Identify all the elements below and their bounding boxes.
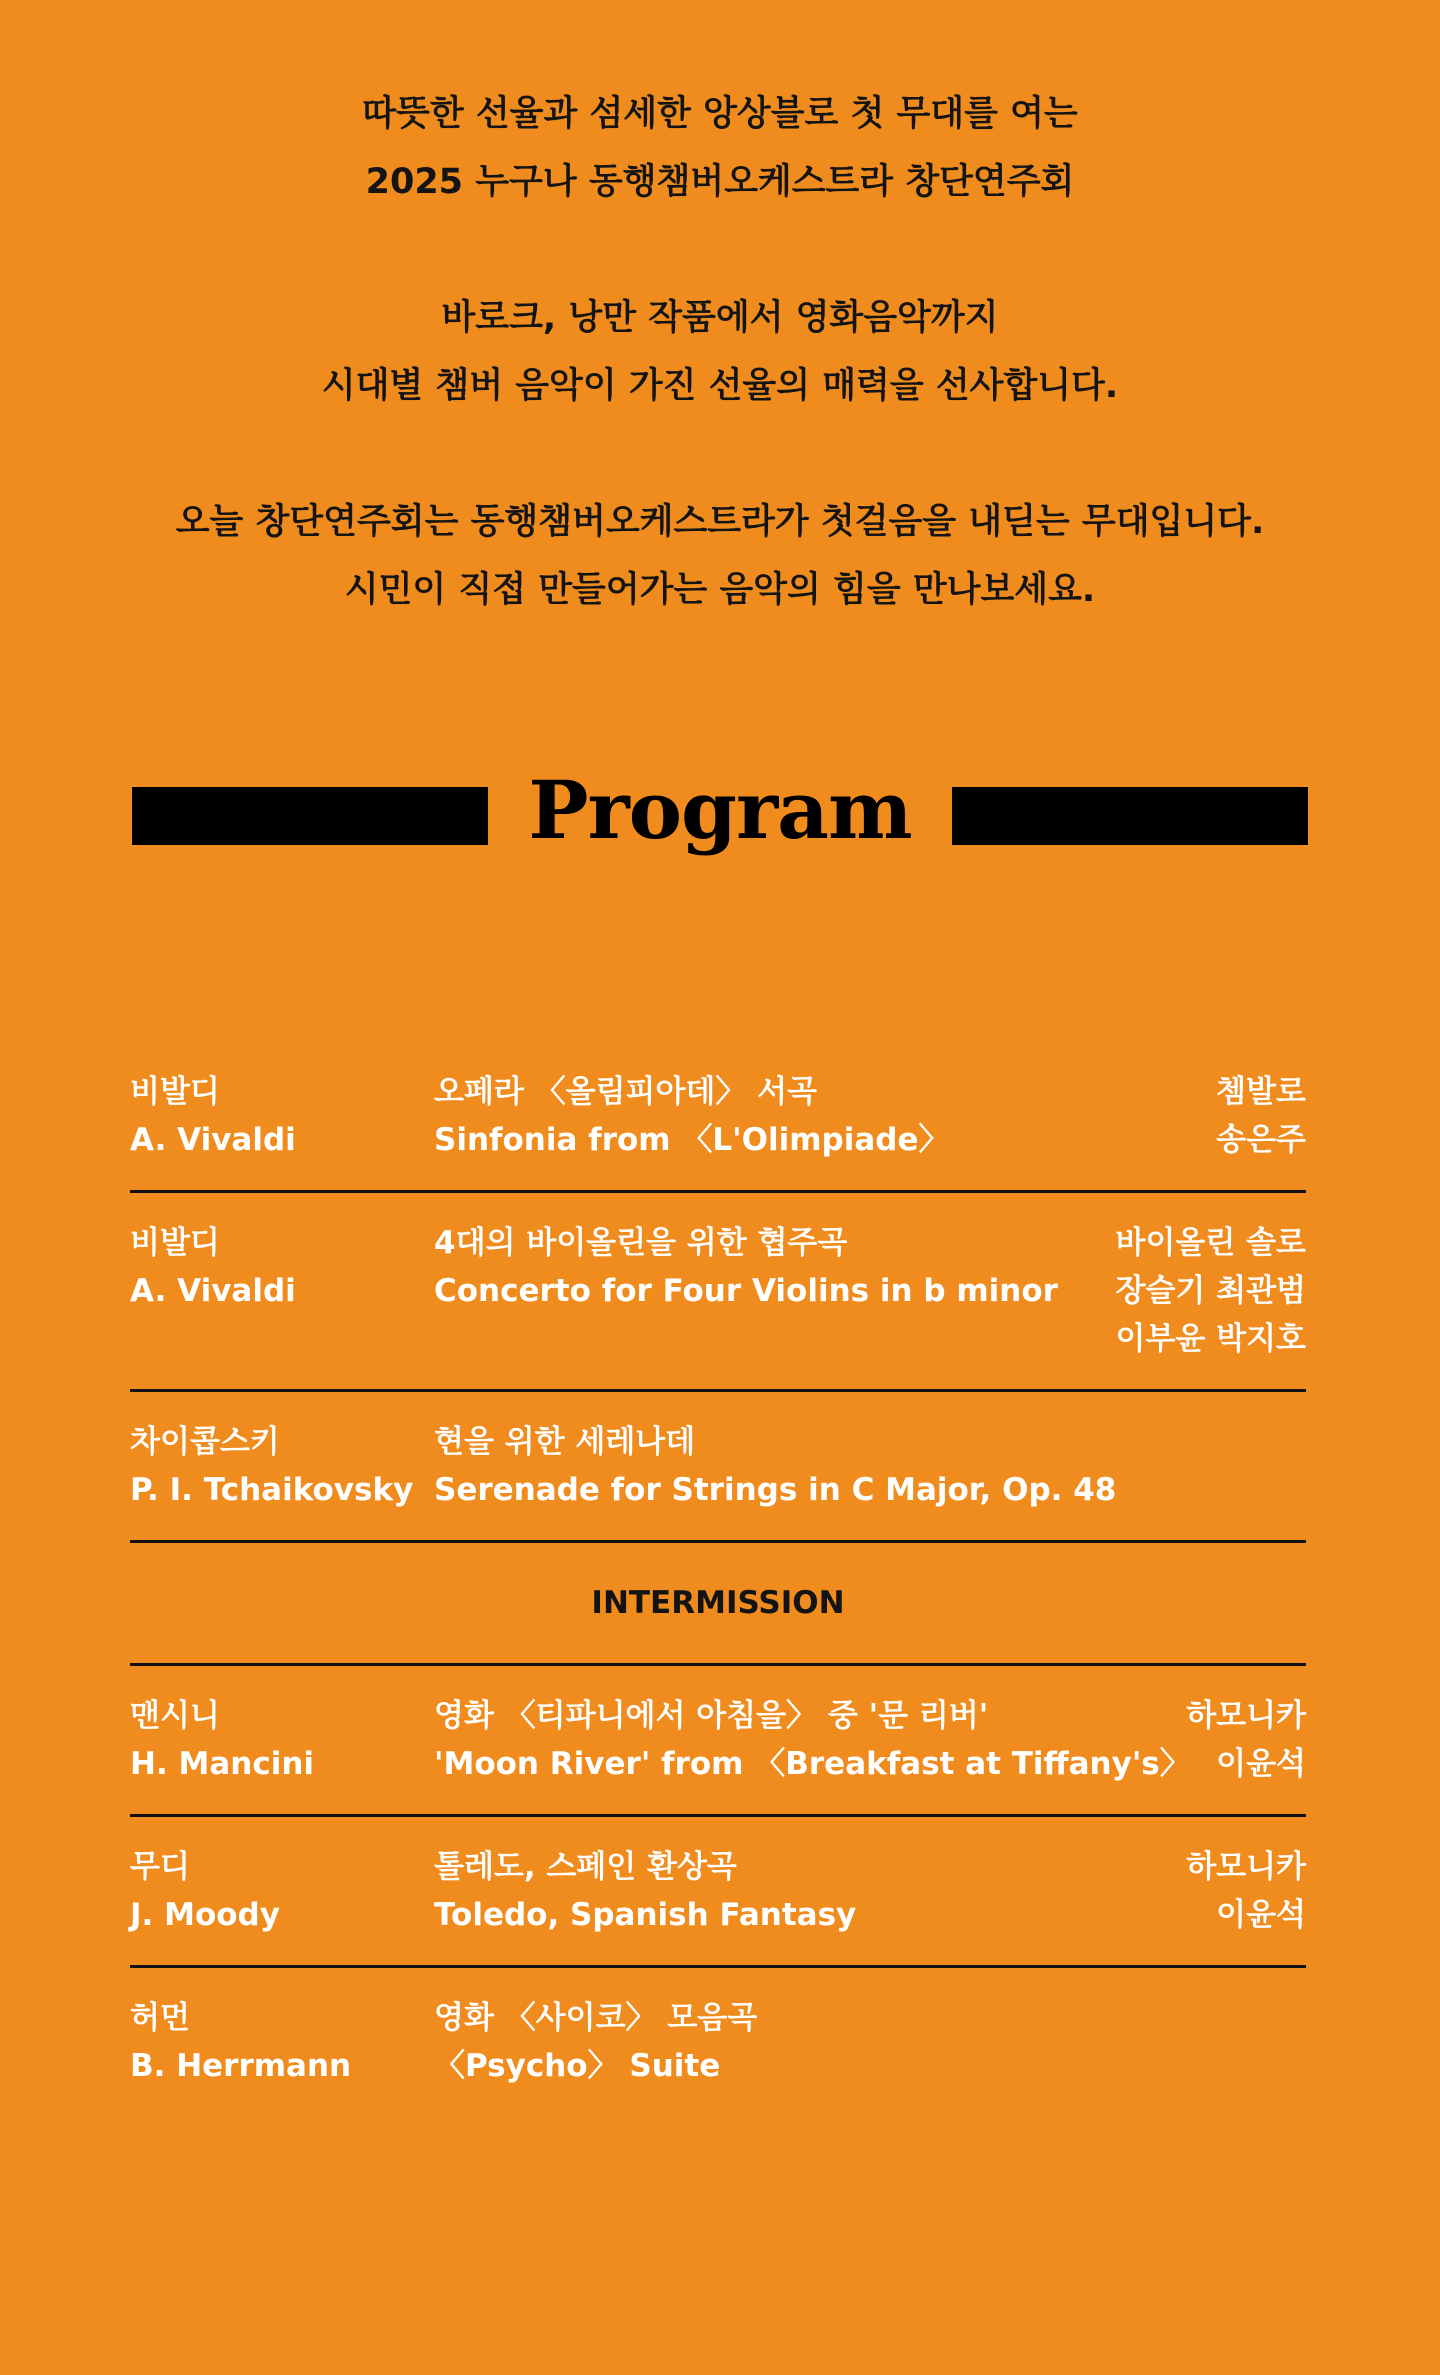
- intro-paragraph-2: [0, 284, 1440, 420]
- intro-text: [0, 80, 1440, 624]
- intro-line: 바로크, 낭만 작품에서 영화음악까지: [441, 298, 999, 338]
- performer-line: 쳄발로: [1216, 1074, 1306, 1110]
- composer: [130, 1843, 430, 1939]
- composer-en: A. Vivaldi: [130, 1122, 296, 1158]
- program-entry: [130, 1817, 1306, 1968]
- work-ko: 영화 〈티파니에서 아침을〉 중 '문 리버': [434, 1698, 989, 1734]
- composer: [130, 1068, 430, 1164]
- program-list: [130, 1068, 1306, 2116]
- intro-line: 시대별 챔버 음악이 가진 선율의 매력을 선사합니다.: [321, 366, 1119, 406]
- intro-paragraph-3: [0, 488, 1440, 624]
- performer-line: 이윤석: [1216, 1897, 1306, 1933]
- work-ko: 영화 〈사이코〉 모음곡: [434, 2000, 758, 2036]
- composer-ko: 무디: [130, 1849, 190, 1885]
- composer-ko: 비발디: [130, 1074, 220, 1110]
- work-ko: 톨레도, 스페인 환상곡: [434, 1849, 737, 1885]
- work-en: Toledo, Spanish Fantasy: [434, 1897, 857, 1933]
- program-title: Program: [528, 763, 912, 857]
- work: [434, 1418, 1117, 1514]
- composer: [130, 1219, 430, 1315]
- work-en: 〈Psycho〉 Suite: [434, 2048, 721, 2084]
- performer-line: 이부윤 박지호: [1115, 1321, 1306, 1357]
- intro-line: 2025 누구나 동행챔버오케스트라 창단연주회: [365, 162, 1075, 202]
- performer-line: 바이올린 솔로: [1115, 1225, 1306, 1261]
- work: [434, 1068, 1114, 1164]
- work: [434, 1994, 1114, 2090]
- work-en: Concerto for Four Violins in b minor: [434, 1273, 1058, 1309]
- program-entry: [130, 1193, 1306, 1392]
- work-ko: 오페라 〈올림피아데〉 서곡: [434, 1074, 818, 1110]
- performer: [1116, 1219, 1306, 1363]
- work-en: Serenade for Strings in C Major, Op. 48: [434, 1472, 1117, 1508]
- composer: [130, 1692, 430, 1788]
- performer-line: 이윤석: [1216, 1746, 1306, 1782]
- program-entry: [130, 1968, 1306, 2116]
- composer-ko: 비발디: [130, 1225, 220, 1261]
- intro-line: 따뜻한 선율과 섬세한 앙상블로 첫 무대를 여는: [362, 94, 1078, 134]
- intermission: INTERMISSION: [130, 1543, 1306, 1666]
- performer-line: 하모니카: [1186, 1849, 1306, 1885]
- work: [434, 1692, 1191, 1788]
- composer-ko: 허먼: [130, 2000, 190, 2036]
- performer-line: 장슬기 최관범: [1115, 1273, 1306, 1309]
- intro-line: 오늘 창단연주회는 동행챔버오케스트라가 첫걸음을 내딛는 무대입니다.: [175, 502, 1265, 542]
- program-entry: [130, 1068, 1306, 1193]
- composer-en: J. Moody: [130, 1897, 280, 1933]
- spacer-line: [434, 1315, 1114, 1363]
- performer: [1216, 1068, 1306, 1164]
- program-header: [132, 755, 1308, 865]
- performer-line: 하모니카: [1186, 1698, 1306, 1734]
- composer: [130, 1418, 430, 1514]
- composer-en: H. Mancini: [130, 1746, 315, 1782]
- composer-ko: 차이콥스키: [130, 1424, 280, 1460]
- work-en: 'Moon River' from 〈Breakfast at Tiffany's〉: [434, 1746, 1191, 1782]
- program-entry: [130, 1666, 1306, 1817]
- intro-paragraph-1: [0, 80, 1440, 216]
- program-entry: [130, 1392, 1306, 1543]
- performer: [1186, 1692, 1306, 1788]
- performer: [1186, 1843, 1306, 1939]
- work: [434, 1219, 1114, 1363]
- work-en: Sinfonia from 〈L'Olimpiade〉: [434, 1122, 950, 1158]
- work-ko: 4대의 바이올린을 위한 협주곡: [434, 1225, 848, 1261]
- composer-en: P. I. Tchaikovsky: [130, 1472, 414, 1508]
- work-ko: 현을 위한 세레나데: [434, 1424, 696, 1460]
- intro-line: 시민이 직접 만들어가는 음악의 힘을 만나보세요.: [344, 570, 1096, 610]
- work: [434, 1843, 1114, 1939]
- performer-line: 송은주: [1216, 1122, 1306, 1158]
- composer-en: B. Herrmann: [130, 2048, 352, 2084]
- composer: [130, 1994, 430, 2090]
- composer-en: A. Vivaldi: [130, 1273, 296, 1309]
- composer-ko: 맨시니: [130, 1698, 220, 1734]
